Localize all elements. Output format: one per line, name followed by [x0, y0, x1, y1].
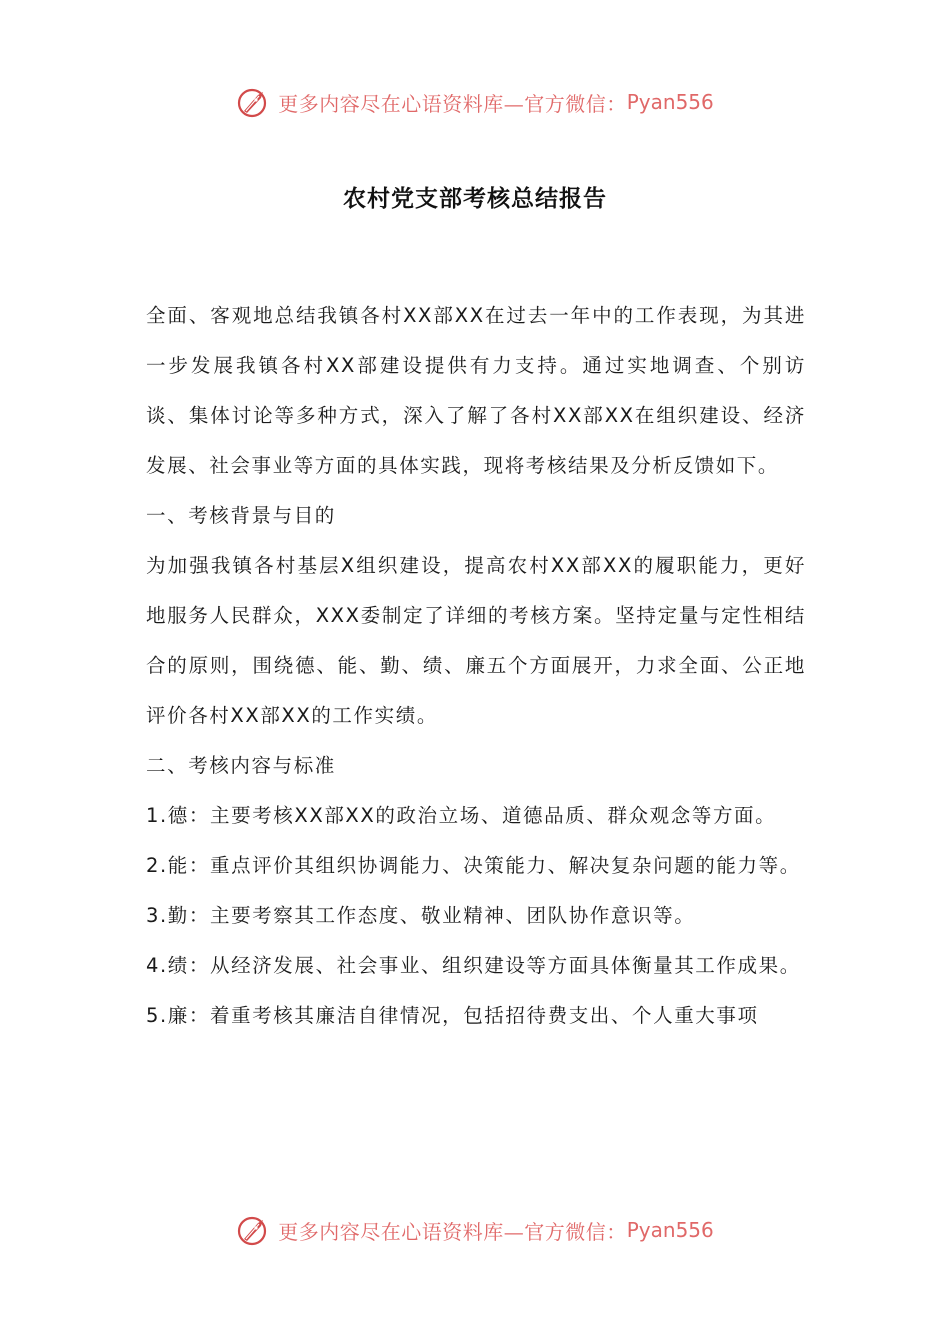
criterion-neng: 2.能：重点评价其组织协调能力、决策能力、解决复杂问题的能力等。 — [146, 854, 801, 877]
criterion-lian: 5.廉：着重考核其廉洁自律情况，包括招待费支出、个人重大事项 — [146, 1004, 759, 1027]
section-heading-2: 二、考核内容与标准 — [146, 754, 336, 777]
header-banner — [0, 80, 950, 124]
banner-text: 更多内容尽在心语资料库—官方微信： — [278, 1219, 627, 1244]
criterion-ji: 4.绩：从经济发展、社会事业、组织建设等方面具体衡量其工作成果。 — [146, 954, 801, 977]
paragraph-background: 为加强我镇各村基层X组织建设，提高农村XX部XX的履职能力，更好地服务人民群众，XXX委制定了详细的考核方案。坚持定量与定性相结合的原则，围绕德、能、勤、绩、廉五个方面展开，力求全面、公正地评价各村XX部XX的工作实绩。 — [146, 554, 806, 727]
banner-text: 更多内容尽在心语资料库—官方微信： — [278, 91, 627, 116]
section-heading-1: 一、考核背景与目的 — [146, 504, 336, 527]
document-body — [146, 291, 806, 1041]
footer-banner — [0, 1208, 950, 1252]
pen-nib-circle-logo-icon — [236, 84, 272, 120]
wechat-id: Pyan556 — [626, 1218, 714, 1242]
wechat-id: Pyan556 — [626, 90, 714, 114]
criterion-qin: 3.勤：主要考察其工作态度、敬业精神、团队协作意识等。 — [146, 904, 696, 927]
pen-nib-circle-logo-icon — [236, 1212, 272, 1248]
criterion-de: 1.德：主要考核XX部XX的政治立场、道德品质、群众观念等方面。 — [146, 804, 777, 827]
paragraph-intro: 全面、客观地总结我镇各村XX部XX在过去一年中的工作表现，为其进一步发展我镇各村XX部建设提供有力支持。通过实地调查、个别访谈、集体讨论等多种方式，深入了解了各村XX部XX在组织建设、经济发展、社会事业等方面的具体实践，现将考核结果及分析反馈如下。 — [146, 304, 806, 477]
page-title: 农村党支部考核总结报告 — [343, 186, 607, 212]
